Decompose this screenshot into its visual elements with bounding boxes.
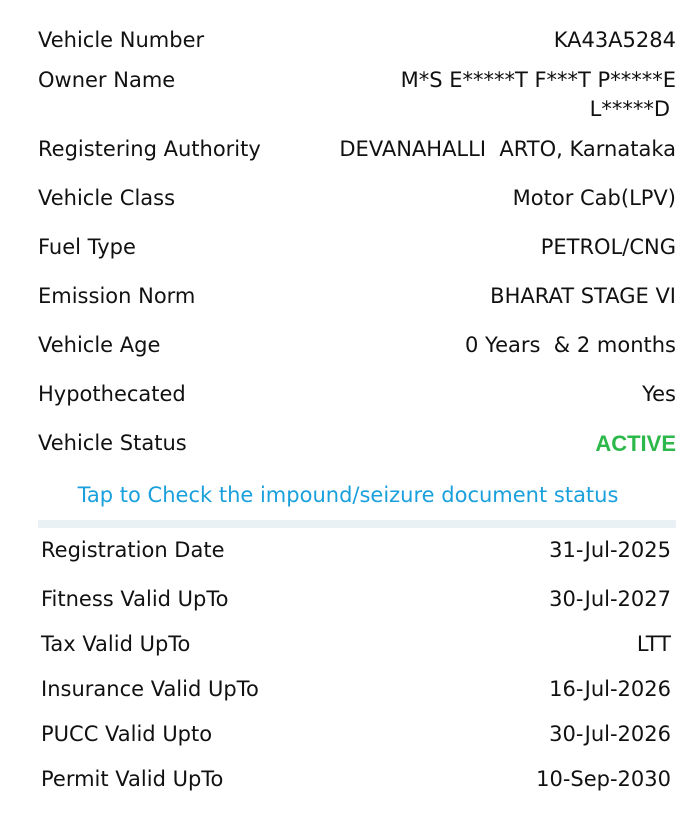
registering-authority-label: Registering Authority — [38, 137, 261, 161]
pucc-valid-row — [41, 720, 671, 749]
owner-name-label: Owner Name — [38, 68, 176, 92]
fuel-type-label: Fuel Type — [38, 235, 136, 259]
hypothecated-value: Yes — [642, 382, 676, 406]
fitness-valid-value: 30-Jul-2027 — [549, 587, 671, 611]
registration-date-value: 31-Jul-2025 — [549, 538, 671, 562]
vehicle-class-label: Vehicle Class — [38, 186, 176, 210]
fitness-valid-label: Fitness Valid UpTo — [41, 587, 229, 611]
registration-date-row — [41, 536, 671, 565]
vehicle-class-row — [38, 184, 676, 213]
insurance-valid-row — [41, 675, 671, 704]
vehicle-status-row — [38, 429, 676, 458]
tax-valid-row — [41, 630, 671, 659]
hypothecated-label: Hypothecated — [38, 382, 186, 406]
insurance-valid-value: 16-Jul-2026 — [549, 677, 671, 701]
emission-norm-row — [38, 282, 676, 311]
section-divider — [38, 520, 676, 528]
owner-name-line2: L*****D — [589, 97, 670, 121]
tax-valid-label: Tax Valid UpTo — [41, 632, 191, 656]
emission-norm-value: BHARAT STAGE VI — [490, 284, 676, 308]
vehicle-age-row — [38, 331, 676, 360]
vehicle-status-badge: ACTIVE — [595, 431, 676, 456]
emission-norm-label: Emission Norm — [38, 284, 196, 308]
registration-date-label: Registration Date — [41, 538, 225, 562]
owner-name-row — [38, 66, 676, 124]
fitness-valid-row — [41, 585, 671, 614]
vehicle-number-row — [38, 26, 676, 55]
owner-name-value — [401, 66, 676, 124]
hypothecated-row — [38, 380, 676, 409]
insurance-valid-label: Insurance Valid UpTo — [41, 677, 259, 701]
fuel-type-row — [38, 233, 676, 262]
registering-authority-value: DEVANAHALLI ARTO, Karnataka — [339, 137, 676, 161]
fuel-type-value: PETROL/CNG — [540, 235, 676, 259]
vehicle-age-value: 0 Years & 2 months — [465, 333, 676, 357]
pucc-valid-label: PUCC Valid Upto — [41, 722, 213, 746]
owner-name-line1: M*S E*****T F***T P*****E — [400, 68, 676, 92]
registering-authority-row — [38, 135, 676, 164]
permit-valid-label: Permit Valid UpTo — [41, 767, 224, 791]
vehicle-age-label: Vehicle Age — [38, 333, 161, 357]
pucc-valid-value: 30-Jul-2026 — [549, 722, 671, 746]
vehicle-number-value: KA43A5284 — [553, 28, 676, 52]
vehicle-status-label: Vehicle Status — [38, 431, 187, 455]
vehicle-class-value: Motor Cab(LPV) — [512, 186, 676, 210]
impound-status-link[interactable]: Tap to Check the impound/seizure document status — [77, 483, 619, 507]
permit-valid-value: 10-Sep-2030 — [536, 767, 671, 791]
vehicle-number-label: Vehicle Number — [38, 28, 205, 52]
tax-valid-value: LTT — [636, 632, 671, 656]
permit-valid-row — [41, 765, 671, 794]
